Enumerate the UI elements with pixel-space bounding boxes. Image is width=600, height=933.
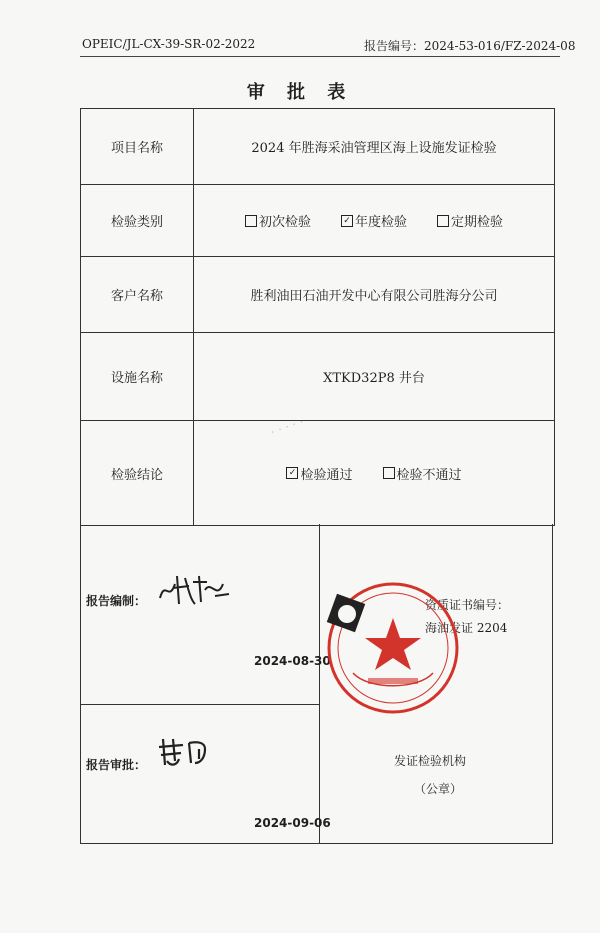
cert-number-value: 海油发证 2204 — [425, 621, 508, 635]
faint-stamp-mark: · · · · · — [268, 414, 306, 440]
report-number: 报告编号：2024-53-016/FZ-2024-08 — [364, 39, 576, 53]
prepared-by-label: 报告编制： — [86, 594, 147, 608]
header-divider — [80, 56, 560, 57]
approval-section — [80, 524, 553, 844]
option-annual-inspection[interactable]: ✓ 年度检验 — [341, 211, 407, 230]
official-seal-stamp — [323, 578, 463, 718]
option-passed[interactable]: ✓ 检验通过 — [286, 464, 352, 483]
option-periodic-inspection[interactable]: 定期检验 — [437, 211, 503, 230]
row-facility — [81, 333, 554, 421]
issuing-org-label: 发证检验机构 — [394, 754, 467, 768]
document-code: OPEIC/JL-CX-39-SR-02-2022 — [82, 37, 256, 51]
conclusion-label: 检验结论 — [81, 421, 194, 525]
checkbox-icon — [383, 467, 395, 479]
row-inspection-type — [81, 185, 554, 257]
approved-by-label: 报告审批： — [86, 758, 147, 772]
client-value: 胜利油田石油开发中心有限公司胜海分公司 — [250, 289, 498, 304]
checkbox-checked-icon: ✓ — [341, 215, 353, 227]
client-label: 客户名称 — [81, 257, 194, 332]
checkbox-icon — [437, 215, 449, 227]
approved-signature — [155, 735, 225, 771]
cert-number-label: 资质证书编号： — [425, 598, 510, 612]
project-label: 项目名称 — [81, 109, 194, 184]
option-failed[interactable]: 检验不通过 — [383, 464, 462, 483]
inspection-type-label: 检验类别 — [81, 185, 194, 256]
approved-date: 2024-09-06 — [254, 816, 331, 830]
project-value: 2024 年胜海采油管理区海上设施发证检验 — [251, 141, 497, 156]
row-project — [81, 109, 554, 185]
prepared-signature — [155, 570, 235, 610]
facility-label: 设施名称 — [81, 333, 194, 420]
page-title: 审 批 表 — [246, 82, 354, 103]
official-seal-label: （公章） — [414, 782, 463, 796]
approval-table — [80, 108, 555, 526]
row-client — [81, 257, 554, 333]
checkbox-checked-icon: ✓ — [286, 467, 298, 479]
facility-value: XTKD32P8 井台 — [323, 371, 425, 386]
option-initial-inspection[interactable]: 初次检验 — [245, 211, 311, 230]
checkbox-icon — [245, 215, 257, 227]
row-conclusion — [81, 421, 554, 525]
prepared-date: 2024-08-30 — [254, 654, 331, 668]
